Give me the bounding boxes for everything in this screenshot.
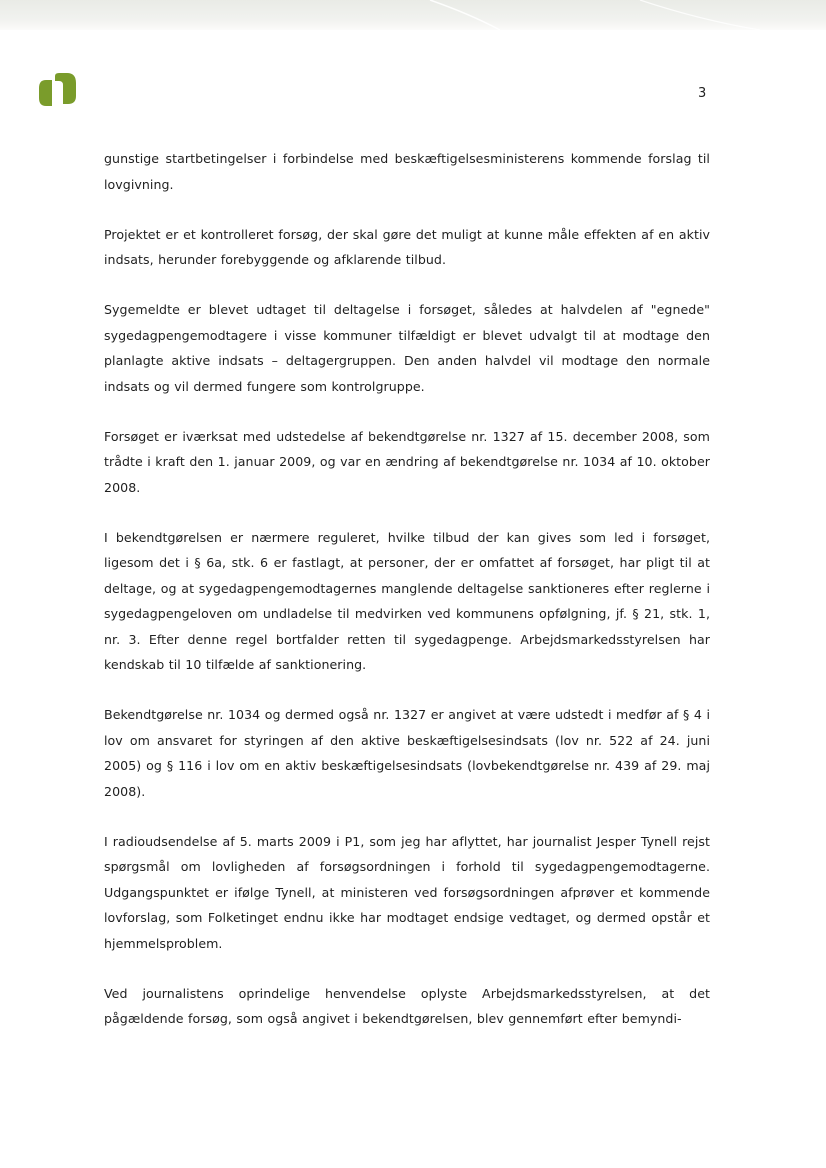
paragraph: Projektet er et kontrolleret forsøg, der skal gøre det muligt at kunne måle effekten af en aktiv indsats, herunder forebyggende og afklarende tilbud. — [104, 226, 710, 267]
header-band — [0, 0, 826, 30]
paragraph: I radioudsendelse af 5. marts 2009 i P1, som jeg har aflyttet, har journalist Jesper Tynell rejst spørgsmål om lovligheden af forsøgsordningen i forhold til sygedagpengemodtagerne. Udgangspunktet er ifølge Tynell, at ministeren ved forsøgsordningen afprøver et kommende lovforslag, som Folketinget endnu ikke har modtaget endsige vedtaget, og dermed opstår et hjemmelsproblem. — [104, 833, 710, 951]
paragraph: Sygemeldte er blevet udtaget til deltagelse i forsøget, således at halvdelen af "egnede" sygedagpengemodtagere i visse kommuner tilfældigt er blevet udvalgt til at modtage den planlagte aktive indsats – deltagergruppen. Den anden halvdel vil modtage den normale indsats og vil dermed fungere som kontrolgruppe. — [104, 302, 710, 394]
paragraph: Ved journalistens oprindelige henvendelse oplyste Arbejdsmarkedsstyrelsen, at det pågældende forsøg, som også angivet i bekendtgørelsen, blev gennemført efter bemyndi- — [104, 985, 710, 1026]
logo-mark-icon — [36, 72, 80, 110]
paragraph: Bekendtgørelse nr. 1034 og dermed også nr. 1327 er angivet at være udstedt i medfør af § 4 i lov om ansvaret for styringen af den aktive beskæftigelsesindsats (lov nr. 522 af 24. juni 2005) og § 116 i lov om en aktiv beskæftigelsesindsats (lovbekendtgørelse nr. 439 af 29. maj 2008). — [104, 707, 710, 799]
paragraph: gunstige startbetingelser i forbindelse med beskæftigelsesministerens kommende forslag til lovgivning. — [104, 151, 710, 192]
paragraph: Forsøget er iværksat med udstedelse af bekendtgørelse nr. 1327 af 15. december 2008, som trådte i kraft den 1. januar 2009, og var en ændring af bekendtgørelse nr. 1034 af 10. oktober 2008. — [104, 428, 710, 495]
document-body — [104, 146, 710, 1056]
page-number: 3 — [698, 86, 707, 101]
header-decoration — [0, 0, 826, 30]
paragraph: I bekendtgørelsen er nærmere reguleret, hvilke tilbud der kan gives som led i forsøget, ligesom det i § 6a, stk. 6 er fastlagt, at personer, der er omfattet af forsøget, har pligt til at deltage, og at sygedagpengemodtagernes manglende deltagelse sanktioneres efter reglerne i sygedagpengeloven om undladelse til medvirken ved kommunens opfølgning, jf. § 21, stk. 1, nr. 3. Efter denne regel bortfalder retten til sygedagpenge. Arbejdsmarkedsstyrelsen har kendskab til 10 tilfælde af sanktionering. — [104, 529, 710, 672]
